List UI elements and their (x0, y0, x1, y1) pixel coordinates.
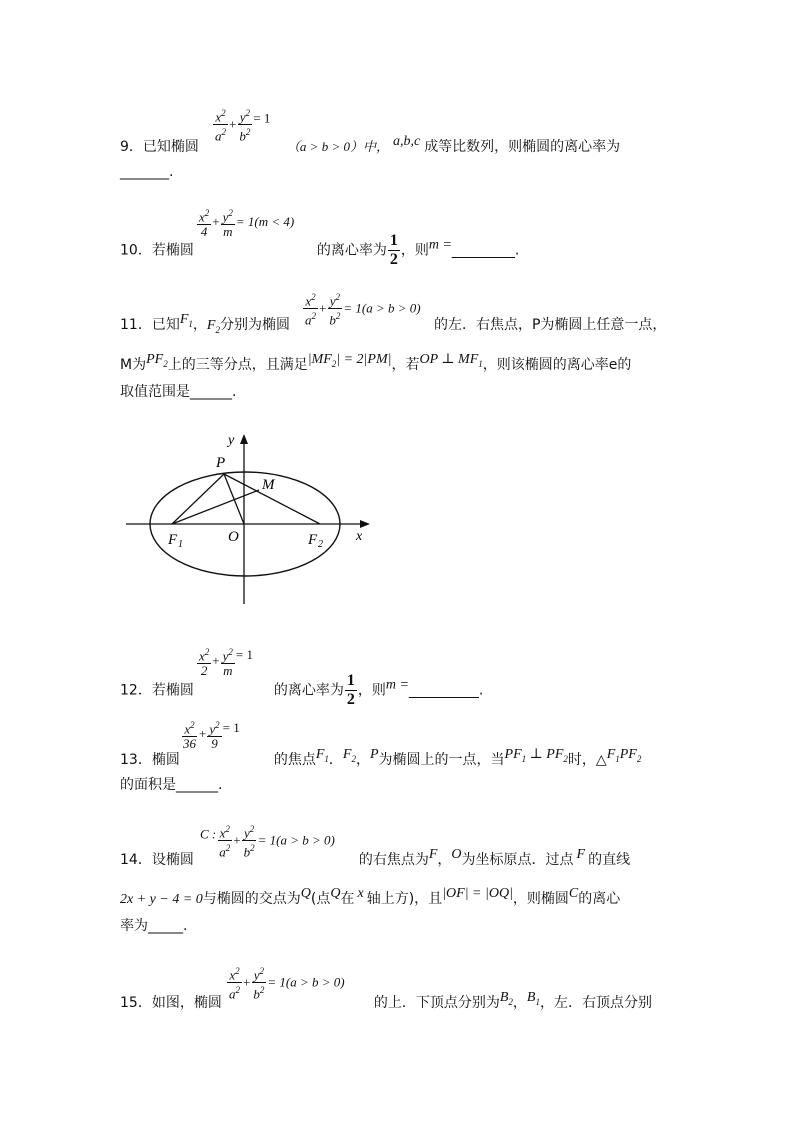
y-axis-arrow (240, 434, 248, 444)
q13-line1: 13．椭圆 的焦点$F_1$．$F_2$，P为椭圆上的一点，当$PF_1$ ⊥ $PF_2$时，$\triangle F_1PF_2$ (120, 747, 642, 768)
q11-ellipse-formula: $\frac{x^2}{a^2}$ + $\frac{y^2}{b^2}$ = 1(a > b > 0) (305, 292, 421, 328)
label-x: x (356, 529, 363, 544)
q15-ellipse-formula: $\frac{x^2}{a^2}$ + $\frac{y^2}{b^2}$ = 1(a > b > 0) (229, 966, 345, 1002)
label-f1-sub: 1 (178, 539, 183, 550)
label-m: M (262, 477, 275, 493)
segment-mf1 (172, 490, 259, 524)
q11-line1: 11．已知$F_1$，$F_2$分别为椭圆 的左．右焦点，P为椭圆上任意一点， (120, 312, 667, 335)
label-f2: F (308, 532, 318, 548)
x-axis-arrow (360, 520, 370, 528)
q9-ellipse-formula: $\frac{x^2}{a^2}$ + $\frac{y^2}{b^2}$ = 1 (215, 108, 271, 144)
q11-line2: M为$PF_2$上的三等分点，且满足$|MF_2| = 2|PM|$，若OP ⊥ $MF_1$，则该椭圆的离心率e的 (120, 352, 632, 373)
label-p: P (216, 455, 226, 471)
label-f1: F (168, 532, 178, 548)
q12-line: 12．若椭圆 的离心率为 $\frac{1}{2}$ ，则m =__________. (120, 672, 484, 708)
q15-line1: 15．如图，椭圆 的上．下顶点分别为$B_2$，$B_1$，左．右顶点分别 (120, 990, 652, 1011)
label-f2-sub: 2 (318, 539, 323, 550)
label-y: y (228, 433, 235, 448)
segment-po (224, 474, 244, 524)
q14-line3: 率为_____. (120, 918, 188, 934)
ellipse-figure (120, 428, 380, 613)
q14-ellipse-formula: C : $\frac{x^2}{a^2}$ + $\frac{y^2}{b^2}$ = 1(a > b > 0) (200, 824, 335, 860)
q13-ellipse-formula: $\frac{x^2}{36}$ + $\frac{y^2}{9}$ = 1 (183, 720, 240, 752)
q13-line2: 的面积是______. (120, 777, 223, 793)
q9-blank: _______. (120, 164, 174, 180)
q10-ellipse-formula: $\frac{x^2}{4}$ + $\frac{y^2}{m}$ = 1(m < 4) (199, 208, 295, 240)
label-o: O (228, 529, 239, 545)
q11-line3: 取值范围是______. (120, 384, 237, 400)
q14-line2: 2x + y − 4 = 0与椭圆的交点为Q(点Q在 x 轴上方)，且|OF| = |OQ|，则椭圆C的离心 (120, 886, 621, 907)
q12-ellipse-formula: $\frac{x^2}{2}$ + $\frac{y^2}{m}$ = 1 (199, 647, 253, 679)
segment-pf1 (172, 474, 224, 524)
q10-line: 10．若椭圆 的离心率为 $\frac{1}{2}$ ，则m =_________. (120, 232, 520, 268)
q9-line1: 9．已知椭圆 （a > b > 0）中， a,b,c 成等比数列，则椭圆的离心率为 (120, 134, 621, 155)
q14-line1: 14．设椭圆 的右焦点为F，O为坐标原点．过点 F 的直线 (120, 847, 631, 868)
